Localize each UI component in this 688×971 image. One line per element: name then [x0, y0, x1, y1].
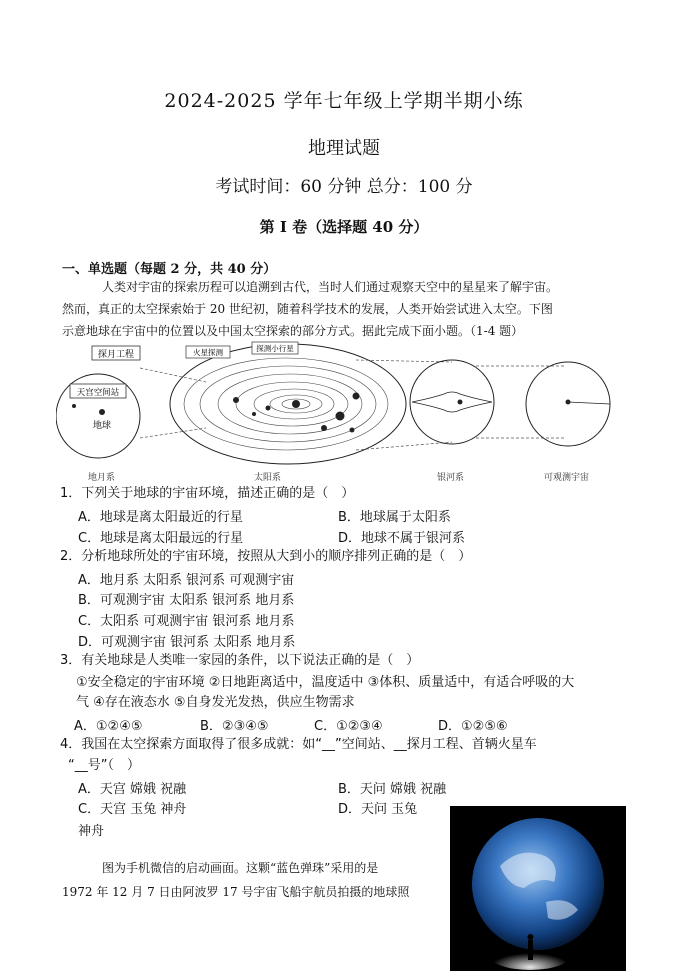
universe-radius-line: [568, 402, 610, 404]
space-station-label: 天宫空间站: [76, 388, 120, 398]
question-3-option-c[interactable]: C．①②③④: [314, 719, 383, 734]
earth-dot: [99, 409, 105, 415]
caption-galaxy: 银河系: [437, 473, 465, 483]
question-2-option-d[interactable]: D．可观测宇宙 银河系 太阳系 地月系: [78, 635, 296, 650]
asteroid-probe-label: 探测小行星: [256, 344, 294, 353]
planet: [353, 393, 360, 400]
question-3-stem: 3．有关地球是人类唯一家园的条件，以下说法正确的是（ ）: [60, 653, 420, 668]
question-3-stem-line-2: ①安全稳定的宇宙环境 ②日地距离适中，温度适中 ③体积、质量适中，有适合呼吸的大: [76, 675, 575, 690]
question-3-option-d[interactable]: D．①②⑤⑥: [438, 719, 508, 734]
planet: [336, 412, 345, 421]
earth-label: 地球: [92, 421, 112, 431]
question-1-option-a[interactable]: A．地球是离太阳最近的行星: [78, 510, 243, 525]
planet: [252, 412, 256, 416]
question-1-option-c[interactable]: C．地球是离太阳最远的行星: [78, 531, 244, 546]
time-score: 考试时间：60 分钟 总分：100 分: [215, 177, 473, 197]
intro-line-3: 示意地球在宇宙中的位置以及中国太空探索的部分方式。据此完成下面小题。（1-4 题）: [62, 324, 524, 338]
connector-line: [140, 428, 206, 438]
caption-solar-system: 太阳系: [254, 473, 282, 483]
mars-probe-label: 火星探测: [193, 348, 223, 357]
sun: [292, 400, 300, 408]
question-2-stem: 2．分析地球所处的宇宙环境，按照从大到小的顺序排列正确的是（ ）: [60, 549, 472, 564]
question-3-option-a[interactable]: A．①②④⑤: [74, 719, 143, 734]
question-4-option-c[interactable]: C．天宫 玉兔 神舟: [78, 802, 187, 817]
universe-figure: [56, 338, 616, 466]
question-1-stem: 1．下列关于地球的宇宙环境，描述正确的是（ ）: [60, 486, 355, 501]
question-4-stem-line-2: “__号”（ ）: [68, 758, 140, 773]
question-4-option-b[interactable]: B．天问 嫦娥 祝融: [338, 782, 447, 797]
question-2-option-b[interactable]: B．可观测宇宙 太阳系 银河系 地月系: [78, 593, 295, 608]
question-4-stem: 4．我国在太空探索方面取得了很多成就：如“__”空间站、__探月工程、首辆火星车: [60, 737, 537, 752]
galaxy-position-dot: [566, 400, 571, 405]
question-3-stem-line-3: 气 ④存在液态水 ⑤自身发光发热，供应生物需求: [76, 695, 355, 710]
moon-dot: [72, 404, 76, 408]
planet: [266, 406, 271, 411]
planet: [321, 425, 327, 431]
volume-heading: 第 I 卷（选择题 40 分）: [259, 218, 429, 236]
orbit: [218, 374, 362, 434]
solar-system-outline: [170, 344, 406, 464]
question-4-option-d-wrap: 神舟: [78, 824, 105, 839]
lunar-probe-label: 探月工程: [97, 350, 135, 360]
question-2-option-a[interactable]: A．地月系 太阳系 银河系 可观测宇宙: [78, 573, 295, 588]
question-4-option-a[interactable]: A．天宫 嫦娥 祝融: [78, 782, 187, 797]
question-1-option-d[interactable]: D．地球不属于银河系: [338, 531, 466, 546]
connector-line: [140, 368, 206, 382]
exam-title: 2024-2025 学年七年级上学期半期小练: [164, 90, 524, 112]
orbit: [184, 358, 388, 450]
question-1-option-b[interactable]: B．地球属于太阳系: [338, 510, 451, 525]
footer-paragraph: [62, 856, 442, 904]
solar-position-dot: [458, 400, 463, 405]
question-2-option-c[interactable]: C．太阳系 可观测宇宙 银河系 地月系: [78, 614, 295, 629]
intro-line-2: 然而，真正的太空探索始于 20 世纪初，随着科学技术的发展，人类开始尝试进入太空。下图: [62, 302, 553, 316]
section-heading: 一、单选题（每题 2 分，共 40 分）: [62, 262, 277, 277]
connector-line: [356, 442, 452, 450]
intro-line-1: 人类对宇宙的探索历程可以追溯到古代，当时人们通过观察天空中的星星来了解宇宙。: [102, 280, 559, 294]
planet: [350, 428, 355, 433]
galaxy-shape: [412, 392, 492, 412]
planet: [233, 397, 239, 403]
question-4-option-d[interactable]: D．天问 玉兔: [338, 802, 418, 817]
earth-photo: [450, 806, 626, 971]
caption-earth-moon: 地月系: [88, 473, 116, 483]
caption-universe: 可观测宇宙: [544, 473, 590, 483]
footer-line-2: 1972 年 12 月 7 日由阿波罗 17 号宇宙飞船宇航员拍摄的地球照: [62, 885, 410, 899]
question-3-option-b[interactable]: B．②③④⑤: [200, 719, 269, 734]
galaxy-circle: [410, 360, 494, 444]
footer-line-1: 图为手机微信的启动画面。这颗“蓝色弹珠”采用的是: [102, 861, 379, 875]
subject-title: 地理试题: [308, 138, 380, 159]
intro-paragraph: [62, 276, 642, 342]
